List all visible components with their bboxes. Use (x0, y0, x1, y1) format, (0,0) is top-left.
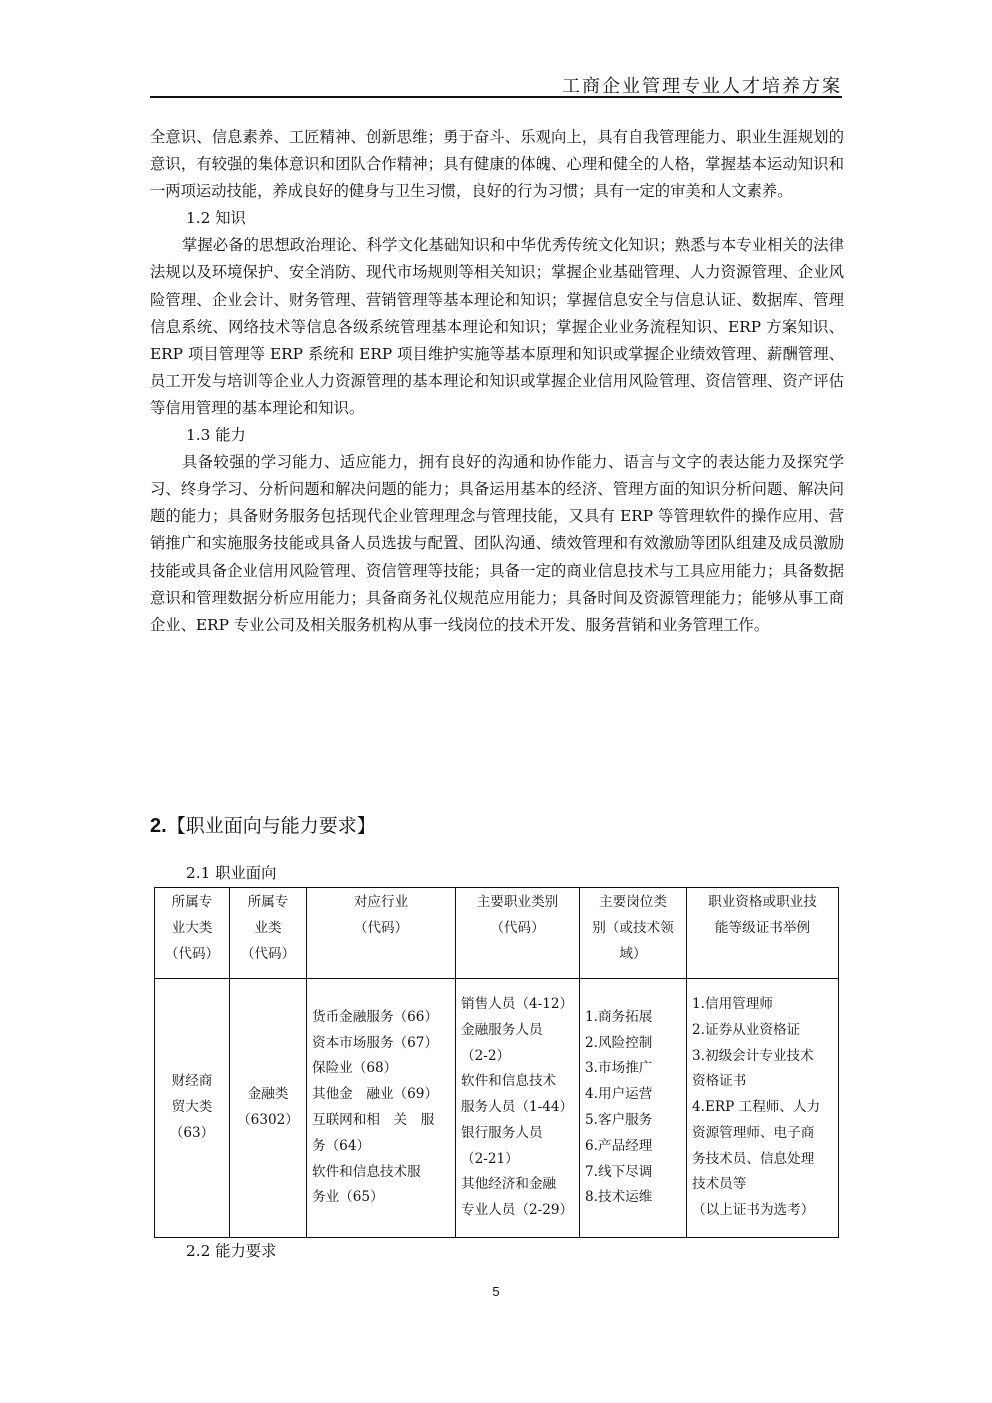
cell-line: 8.技术运维 (585, 1189, 653, 1206)
career-table (154, 887, 839, 1238)
cell-line: 2.风险控制 (585, 1034, 653, 1051)
cell-line: 互联网和相 关 服 (312, 1112, 435, 1128)
cell-line: 1.商务拓展 (585, 1008, 653, 1025)
cell-line: 主要职业类别 (476, 894, 559, 910)
cell-line: 业类 (254, 920, 282, 936)
cell-line: 5.客户服务 (585, 1112, 653, 1128)
cell-line: 贸大类 (171, 1099, 213, 1116)
cell-line: 软件和信息技术 (461, 1073, 557, 1090)
cell-line: （2-21） (461, 1150, 519, 1167)
cell-certificate (687, 979, 839, 1238)
cell-line: （63） (169, 1124, 215, 1141)
cell-line: 别（或技术领 (592, 920, 674, 936)
cell-line: （代码） (353, 920, 409, 936)
header-position (580, 888, 687, 979)
cell-line: 3.市场推广 (585, 1060, 653, 1077)
cell-line: 软件和信息技术服 (312, 1163, 421, 1180)
cell-occupation (456, 979, 580, 1238)
cell-line: 财经商 (171, 1073, 213, 1090)
cell-line: 其他经济和金融 (461, 1176, 557, 1193)
body-text (150, 124, 844, 639)
cell-line: 所属专 (247, 894, 289, 910)
cell-line: 金融服务人员 (461, 1021, 543, 1038)
cell-line: （以上证书为选考） (692, 1202, 815, 1219)
table-header-row (155, 888, 839, 979)
cell-line: （代码） (164, 946, 220, 962)
cell-line: 所属专 (171, 894, 213, 910)
cell-line: 销售人员（4-12） (461, 995, 574, 1012)
header-major-class (230, 888, 307, 979)
page-header (150, 70, 842, 98)
cell-line: 资格证书 (692, 1073, 747, 1090)
cell-line: 4.用户运营 (585, 1086, 653, 1103)
cell-line: （代码） (240, 946, 296, 962)
page-number: 5 (492, 1284, 500, 1299)
cell-line: 货币金融服务（66） (312, 1008, 439, 1025)
intro-paragraph: 全意识、信息素养、工匠精神、创新思维；勇于奋斗、乐观向上，具有自我管理能力、职业生涯规划的意识，有较强的集体意识和团队合作精神；具有健康的体魄、心理和健全的人格，掌握基本运动知识和一两项运动技能，养成良好的健身与卫生习惯，良好的行为习惯；具有一定的审美和人文素养。 (150, 128, 844, 201)
knowledge-heading: 1.2 知识 (186, 209, 246, 228)
cell-line: 职业资格或职业技 (708, 894, 817, 910)
table-row (155, 979, 839, 1238)
section-number: 2. (150, 815, 167, 837)
cell-line: 域） (619, 946, 647, 962)
cell-major-class (230, 979, 307, 1238)
cell-line: 6.产品经理 (585, 1137, 653, 1154)
cell-line: 对应行业 (353, 894, 409, 910)
cell-line: （2-2） (461, 1047, 511, 1064)
cell-line: 3.初级会计专业技术 (692, 1047, 814, 1064)
header-major-category (155, 888, 230, 979)
cell-line: 1.信用管理师 (692, 995, 773, 1012)
cell-line: 资源管理师、电子商 (692, 1124, 815, 1141)
cell-position (580, 979, 687, 1238)
cell-line: 保险业（68） (312, 1060, 398, 1077)
cell-line: （6302） (237, 1112, 299, 1128)
section-heading (150, 812, 376, 840)
subsection-heading-career: 2.1 职业面向 (186, 864, 277, 882)
ability-heading: 1.3 能力 (186, 426, 246, 445)
knowledge-paragraph: 掌握必备的思想政治理论、科学文化基础知识和中华优秀传统文化知识；熟悉与本专业相关的法律法规以及环境保护、安全消防、现代市场规则等相关知识；掌握企业基础管理、人力资源管理、企业风险管理、企业会计、财务管理、营销管理等基本理论和知识；掌握信息安全与信息认证、数据库、管理信息系统、网络技术等信息各级系统管理基本理论和知识；掌握企业业务流程知识、ERP 方案知识、ERP 项目管理等 ERP 系统和 ERP 项目维护实施等基本原理和知识或掌握企业绩效管理、薪酬管理、员工开发与培训等企业人力资源管理的基本理论和知识或掌握企业信用风险管理、资信管理、资产评估等信用管理的基本理论和知识。 (150, 236, 844, 417)
cell-line: 资本市场服务（67） (312, 1034, 439, 1051)
cell-line: 2.证券从业资格证 (692, 1021, 801, 1038)
cell-line: 7.线下尽调 (585, 1163, 653, 1180)
cell-line: 服务人员（1-44） (461, 1099, 574, 1116)
header-industry (307, 888, 456, 979)
cell-line: 主要岗位类 (599, 894, 667, 910)
cell-line: 专业人员（2-29） (461, 1202, 574, 1219)
cell-line: 银行服务人员 (461, 1124, 543, 1141)
cell-line: 业大类 (171, 920, 213, 936)
header-occupation (456, 888, 580, 979)
header-title: 工商企业管理专业人才培养方案 (562, 76, 842, 97)
cell-line: （代码） (490, 920, 545, 936)
cell-line: 能等级证书举例 (714, 920, 811, 936)
section-title: 【职业面向与能力要求】 (166, 815, 376, 837)
subsection-heading-ability: 2.2 能力要求 (186, 1242, 277, 1260)
cell-line: 4.ERP 工程师、人力 (692, 1099, 821, 1116)
cell-line: 务业（65） (312, 1189, 384, 1206)
cell-major-category (155, 979, 230, 1238)
header-certificate (687, 888, 839, 979)
cell-industry (307, 979, 456, 1238)
cell-line: 金融类 (247, 1086, 289, 1103)
cell-line: 务技术员、信息处理 (692, 1150, 815, 1167)
cell-line: 务（64） (312, 1137, 371, 1154)
ability-paragraph: 具备较强的学习能力、适应能力，拥有良好的沟通和协作能力、语言与文字的表达能力及探究学习、终身学习、分析问题和解决问题的能力；具备运用基本的经济、管理方面的知识分析问题、解决问题的能力；具备财务服务包括现代企业管理理念与管理技能，又具有 ERP 等管理软件的操作应用、营销推广和实施服务技能或具备人员选拔与配置、团队沟通、绩效管理和有效激励等团队组建及成员激励技能或具备企业信用风险管理、资信管理等技能；具备一定的商业信息技术与工具应用能力；具备数据意识和管理数据分析应用能力；具备商务礼仪规范应用能力；具备时间及资源管理能力；能够从事工商企业、ERP 专业公司及相关服务机构从事一线岗位的技术开发、服务营销和业务管理工作。 (150, 453, 844, 634)
cell-line: 其他金 融业（69） (312, 1086, 439, 1103)
cell-line: 技术员等 (692, 1176, 747, 1193)
